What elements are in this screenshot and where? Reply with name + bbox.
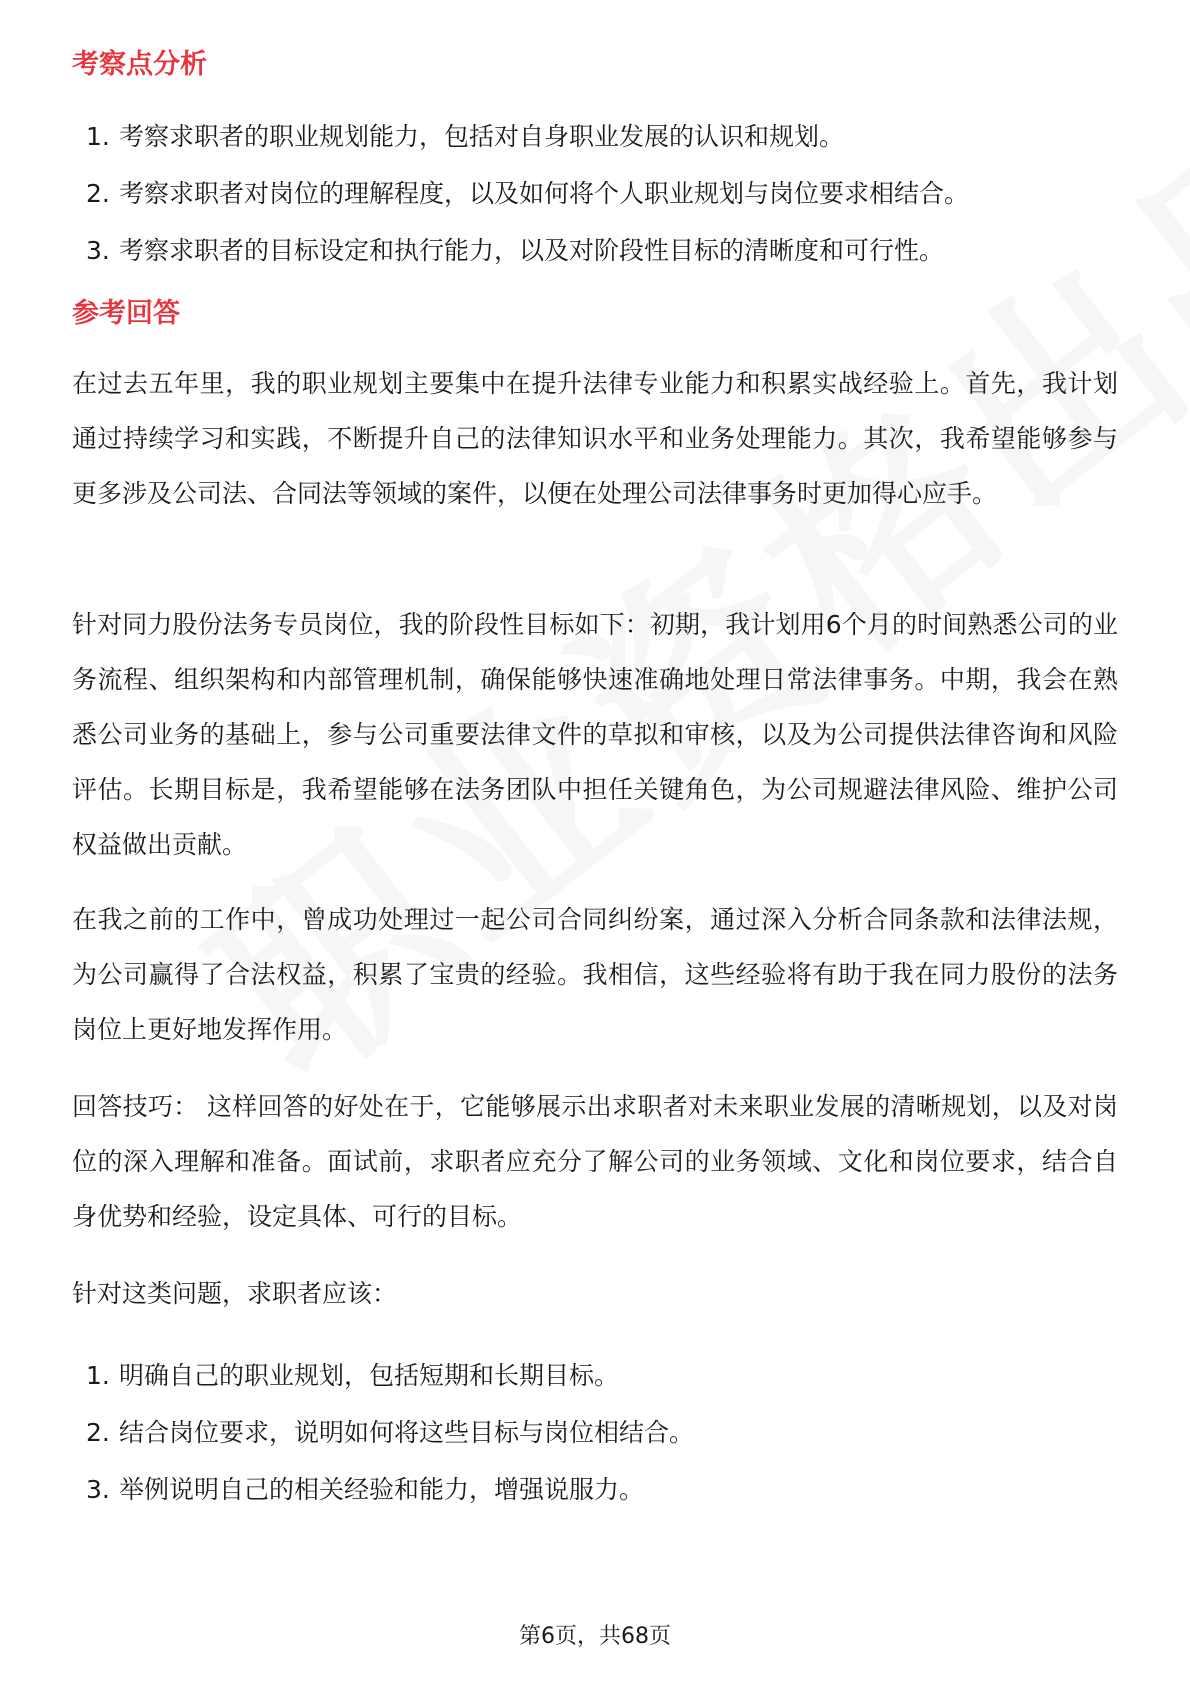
- list-text: 考察求职者的目标设定和执行能力，以及对阶段性目标的清晰度和可行性。: [119, 236, 945, 265]
- answer-paragraph-1: 在过去五年里，我的职业规划主要集中在提升法律专业能力和积累实战经验上。首先，我计划通过持续学习和实践，不断提升自己的法律知识水平和业务处理能力。其次，我希望能够参与更多涉及公司法、合同法等领域的案件，以便在处理公司法律事务时更加得心应手。: [72, 369, 1118, 508]
- tips-list: [72, 1347, 694, 1518]
- answer-intro-line: 针对这类问题，求职者应该：: [72, 1279, 398, 1308]
- list-number: 3.: [86, 236, 110, 265]
- analysis-heading: 考察点分析: [72, 49, 207, 80]
- answer-heading: 参考回答: [72, 298, 180, 329]
- answer-tips-paragraph: 回答技巧： 这样回答的好处在于，它能够展示出求职者对未来职业发展的清晰规划，以及对岗位的深入理解和准备。面试前，求职者应充分了解公司的业务领域、文化和岗位要求，结合自身优势和经验，设定具体、可行的目标。: [72, 1092, 1118, 1231]
- list-text: 结合岗位要求，说明如何将这些目标与岗位相结合。: [119, 1418, 695, 1447]
- list-item: [72, 222, 969, 279]
- list-number: 1.: [86, 1361, 110, 1390]
- list-text: 考察求职者的职业规划能力，包括对自身职业发展的认识和规划。: [119, 122, 845, 151]
- list-item: [72, 1347, 694, 1404]
- list-number: 1.: [86, 122, 110, 151]
- list-number: 2.: [86, 179, 110, 208]
- list-number: 2.: [86, 1418, 110, 1447]
- analysis-list: [72, 108, 969, 279]
- list-text: 考察求职者对岗位的理解程度，以及如何将个人职业规划与岗位要求相结合。: [119, 179, 970, 208]
- list-text: 举例说明自己的相关经验和能力，增强说服力。: [119, 1475, 645, 1504]
- list-item: [72, 1404, 694, 1461]
- list-number: 3.: [86, 1475, 110, 1504]
- list-text: 明确自己的职业规划，包括短期和长期目标。: [119, 1361, 620, 1390]
- page-footer: 第6页，共68页: [519, 1624, 671, 1649]
- list-item: [72, 1461, 694, 1518]
- answer-paragraph-3: 在我之前的工作中，曾成功处理过一起公司合同纠纷案，通过深入分析合同条款和法律法规，为公司赢得了合法权益，积累了宝贵的经验。我相信，这些经验将有助于我在同力股份的法务岗位上更好地发挥作用。: [72, 905, 1118, 1044]
- list-item: [72, 165, 969, 222]
- answer-paragraph-2: 针对同力股份法务专员岗位，我的阶段性目标如下：初期，我计划用6个月的时间熟悉公司的业务流程、组织架构和内部管理机制，确保能够快速准确地处理日常法律事务。中期，我会在熟悉公司业务的基础上，参与公司重要法律文件的草拟和审核，以及为公司提供法律咨询和风险评估。长期目标是，我希望能够在法务团队中担任关键角色，为公司规避法律风险、维护公司权益做出贡献。: [72, 610, 1118, 859]
- list-item: [72, 108, 969, 165]
